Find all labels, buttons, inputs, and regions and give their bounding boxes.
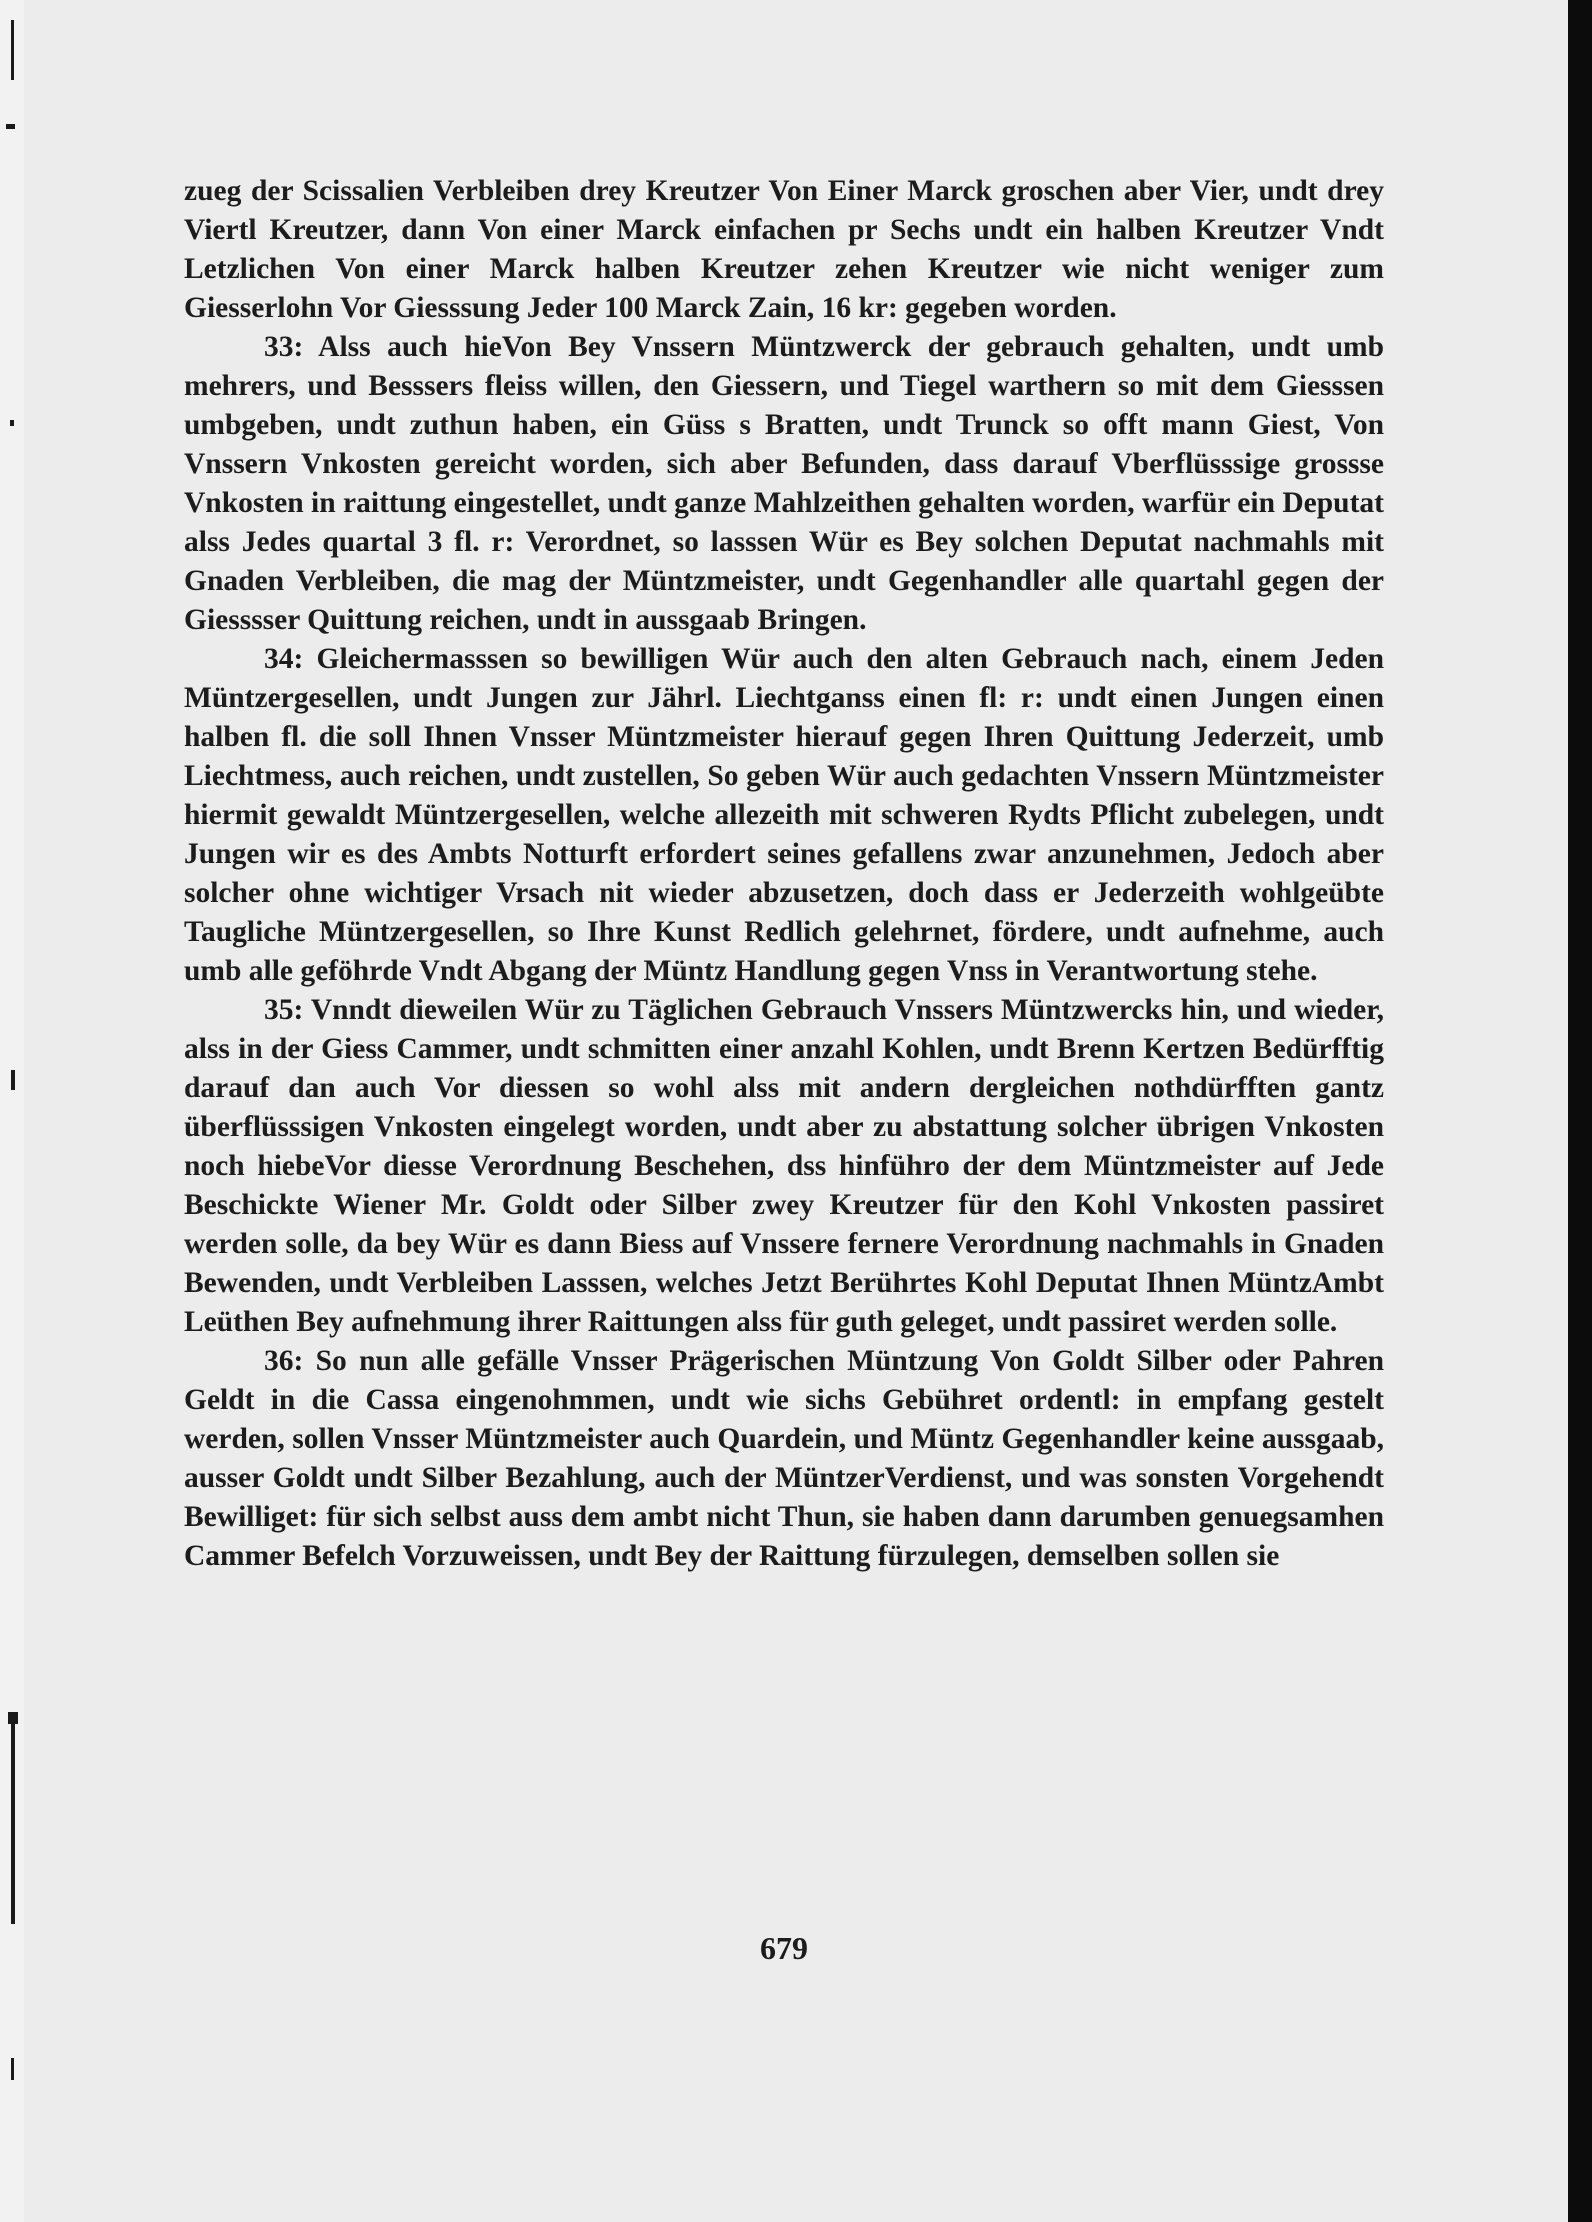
page-number: 679 <box>760 1930 808 1966</box>
page-dark-edge <box>1568 0 1592 2222</box>
paragraph-34: 34: Gleichermasssen so bewilligen Wür auch den alten Gebrauch nach, einem Jeden Müntzergesellen, undt Jungen zur Jährl. Liechtganss einen fl: r: undt einen Jungen einen halben fl. die soll Ihnen Vnsser Müntzmeister hierauf gegen Ihren Quittung Jederzeit, umb Liechtmess, auch reichen, undt zustellen, So geben Wür auch gedachten Vnssern Müntzmeister hiermit gewaldt Müntzergesellen, welche allezeith mit schweren Rydts Pflicht zubelegen, undt Jungen wir es des Ambts Notturft erfordert seines gefallens zwar anzunehmen, Jedoch aber solcher ohne wichtiger Vrsach nit wieder abzusetzen, doch dass er Jederzeith wohlgeübte Taugliche Müntzergesellen, so Ihre Kunst Redlich gelehrnet, fördere, undt aufnehme, auch umb alle geföhrde Vndt Abgang der Müntz Handlung gegen Vnss in Verantwortung stehe. <box>184 643 1384 987</box>
binding-mark <box>8 1712 18 1724</box>
paragraph-36: 36: So nun alle gefälle Vnsser Prägerischen Müntzung Von Goldt Silber oder Pahren Geldt in die Cassa eingenohmmen, undt wie sichs Gebühret ordentl: in empfang gestelt werden, sollen Vnsser Müntzmeister auch Quardein, und Müntz Gegenhandler keine aussgaab, ausser Goldt undt Silber Bezahlung, auch der MüntzerVerdienst, und was sonsten Vorgehendt Bewilliget: für sich selbst auss dem ambt nicht Thun, sie haben dann darumben genuegsamhen Cammer Befelch Vorzuweissen, undt Bey der Raittung fürzulegen, demselben sollen sie <box>184 1345 1384 1572</box>
binding-mark <box>11 2058 14 2080</box>
binding-mark <box>11 1070 15 1090</box>
paragraph-33: 33: Alss auch hieVon Bey Vnssern Müntzwerck der gebrauch gehalten, undt umb mehrers, und Besssers fleiss willen, den Giessern, und Tiegel warthern so mit dem Giesssen umbgeben, undt zuthun haben, ein Güss s Bratten, undt Trunck so offt mann Giest, Von Vnssern Vnkosten gereicht worden, sich aber Befunden, dass darauf Vberflüsssige grossse Vnkosten in raittung eingestellet, undt ganze Mahlzeithen gehalten worden, warfür ein Deputat alss Jedes quartal 3 fl. r: Verordnet, so lasssen Wür es Bey solchen Deputat nachmahls mit Gnaden Verbleiben, die mag der Müntzmeister, undt Gegenhandler alle quartahl gegen der Giesssser Quittung reichen, undt in aussgaab Bringen. <box>184 331 1384 636</box>
binding-edge <box>0 0 24 2222</box>
binding-mark <box>11 1724 15 1924</box>
binding-mark <box>11 20 14 80</box>
binding-mark <box>10 420 14 426</box>
paragraph-35: 35: Vnndt dieweilen Wür zu Täglichen Gebrauch Vnssers Müntzwercks hin, und wieder, alss in der Giess Cammer, undt schmitten einer anzahl Kohlen, undt Brenn Kertzen Bedürfftig darauf dan auch Vor diessen so wohl alss mit andern dergleichen nothdürfften gantz überflüsssigen Vnkosten eingelegt worden, undt aber zu abstattung solcher übrigen Vnkosten noch hiebeVor diesse Verordnung Beschehen, dss hinführo der dem Müntzmeister auf Jede Beschickte Wiener Mr. Goldt oder Silber zwey Kreutzer für den Kohl Vnkosten passiret werden solle, da bey Wür es dann Biess auf Vnssere fernere Verordnung nachmahls in Gnaden Bewenden, undt Verbleiben Lasssen, welches Jetzt Berührtes Kohl Deputat Ihnen MüntzAmbt Leüthen Bey aufnehmung ihrer Raittungen alss für guth geleget, undt passiret werden solle. <box>184 994 1384 1338</box>
body-text <box>184 172 1384 1576</box>
binding-mark <box>6 124 15 129</box>
paragraph-continuation: zueg der Scissalien Verbleiben drey Kreutzer Von Einer Marck groschen aber Vier, undt drey Viertl Kreutzer, dann Von einer Marck einfachen pr Sechs undt ein halben Kreutzer Vndt Letzlichen Von einer Marck halben Kreutzer zehen Kreutzer wie nicht weniger zum Giesserlohn Vor Giesssung Jeder 100 Marck Zain, 16 kr: gegeben worden. <box>184 175 1384 324</box>
